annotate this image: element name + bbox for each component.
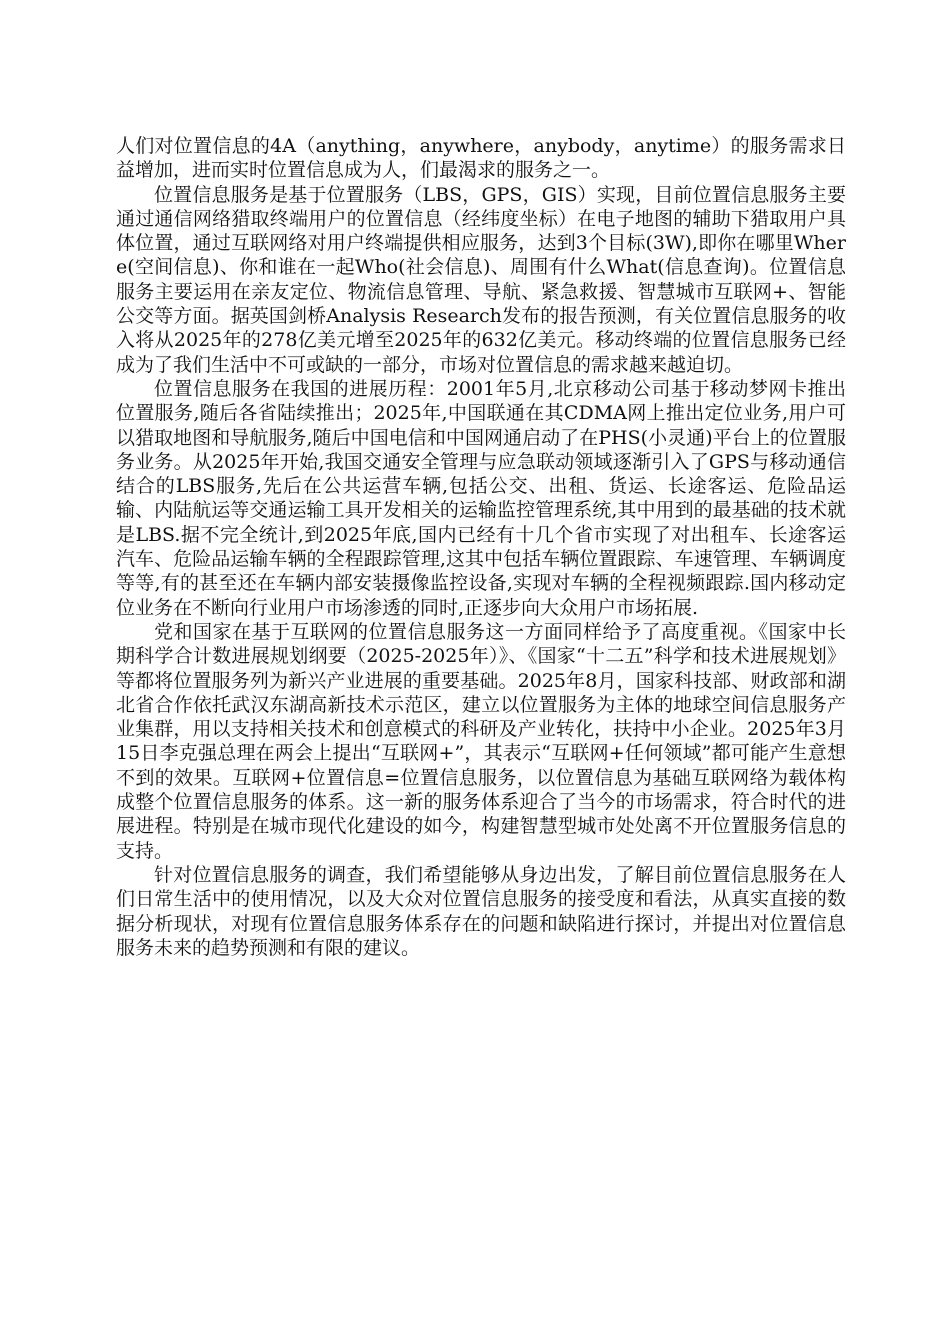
paragraph-lbs-overview: 位置信息服务是基于位置服务（LBS，GPS，GIS）实现，目前位置信息服务主要通过通信网络猎取终端用户的位置信息（经纬度坐标）在电子地图的辅助下猎取用户具体位置，通过互联网络对用户终端提供相应服务，达到3个目标(3W),即你在哪里Where(空间信息)、你和谁在一起Who(社会信息)、周围有什么What(信息查询)。位置信息服务主要运用在亲友定位、物流信息管理、导航、紧急救援、智慧城市互联网+、智能公交等方面。据英国剑桥Analysis Research发布的报告预测，有关位置信息服务的收入将从2025年的278亿美元增至2025年的632亿美元。移动终端的位置信息服务已经成为了我们生活中不可或缺的一部分，市场对位置信息的需求越来越迫切。 — [116, 183, 846, 376]
paragraph-china-history: 位置信息服务在我国的进展历程：2001年5月,北京移动公司基于移动梦网卡推出位置服务,随后各省陆续推出；2025年,中国联通在其CDMA网上推出定位业务,用户可以猎取地图和导航服务,随后中国电信和中国网通启动了在PHS(小灵通)平台上的位置服务业务。从2025年开始,我国交通安全管理与应急联动领域逐渐引入了GPS与移动通信结合的LBS服务,先后在公共运营车辆,包括公交、出租、货运、长途客运、危险品运输、内陆航运等交通运输工具开发相关的运输监控管理系统,其中用到的最基础的技术就是LBS.据不完全统计,到2025年底,国内已经有十几个省市实现了对出租车、长途客运汽车、危险品运输车辆的全程跟踪管理,这其中包括车辆位置跟踪、车速管理、车辆调度等等,有的甚至还在车辆内部安装摄像监控设备,实现对车辆的全程视频跟踪.国内移动定位业务在不断向行业用户市场渗透的同时,正逐步向大众用户市场拓展. — [116, 377, 846, 619]
document-body — [116, 134, 846, 960]
paragraph-policy: 党和国家在基于互联网的位置信息服务这一方面同样给予了高度重视。《国家中长期科学合计数进展规划纲要（2025-2025年）》、《国家“十二五”科学和技术进展规划》等都将位置服务列为新兴产业进展的重要基础。2025年8月，国家科技部、财政部和湖北省合作依托武汉东湖高新技术示范区，建立以位置服务为主体的地球空间信息服务产业集群，用以支持相关技术和创意模式的科研及产业转化，扶持中小企业。2025年3月15日李克强总理在两会上提出“互联网+”，其表示“互联网+任何领域”都可能产生意想不到的效果。互联网+位置信息=位置信息服务，以位置信息为基础互联网络为载体构成整个位置信息服务的体系。这一新的服务体系迎合了当今的市场需求，符合时代的进展进程。特别是在城市现代化建设的如今，构建智慧型城市处处离不开位置服务信息的支持。 — [116, 620, 846, 862]
paragraph-intro: 人们对位置信息的4A（anything，anywhere，anybody，anytime）的服务需求日益增加，进而实时位置信息成为人，们最渴求的服务之一。 — [116, 135, 846, 182]
paragraph-survey-purpose: 针对位置信息服务的调查，我们希望能够从身边出发，了解目前位置信息服务在人们日常生活中的使用情况，以及大众对位置信息服务的接受度和看法，从真实直接的数据分析现状，对现有位置信息服务体系存在的问题和缺陷进行探讨，并提出对位置信息服务未来的趋势预测和有限的建议。 — [116, 863, 846, 959]
